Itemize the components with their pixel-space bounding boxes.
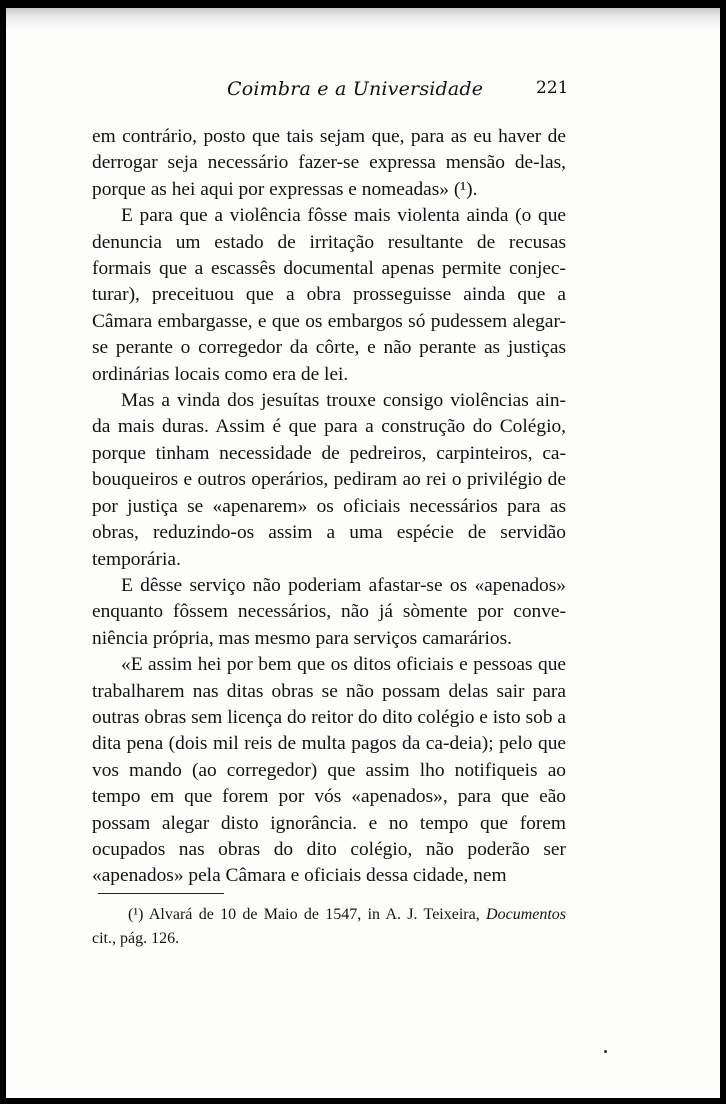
footnote [92, 903, 566, 951]
paragraph: Mas a vinda dos jesuítas trouxe consigo violências ain-da mais duras. Assim é que para a construção do Colégio, porque tinham necessidade de pedreiros, carpinteiros, ca-bouqueiros e outros operários, pediram ao rei o privilégio de por justiça se «apenarem» os oficiais necessários para as obras, reduzindo-os assim a uma espécie de servidão temporária. [92, 390, 566, 570]
body-text [92, 124, 566, 890]
running-head [6, 74, 720, 104]
footnote-rule [98, 893, 224, 894]
paragraph: E para que a violência fôsse mais violenta ainda (o que denuncia um estado de irritação resultante de recusas formais que a escassês documental apenas permite conjec-turar), preceituou que a obra prosseguisse ainda que a Câmara embargasse, e que os embargos só pudessem alegar-se perante o corregedor da côrte, e não perante as justiças ordinárias locais como era de lei. [92, 205, 566, 385]
footnote-tail: cit., pág. 126. [92, 930, 180, 947]
page-number: 221 [536, 78, 569, 98]
paragraph: «E assim hei por bem que os ditos oficiais e pessoas que trabalharem nas ditas obras se não possam delas sair para outras obras sem licença do reitor do dito colégio e isto sob a dita pena (dois mil reis de multa pagos da ca-deia); pelo que vos mando (ao corregedor) que assim lho notifiqueis ao tempo em que forem por vós «apenados», para que eão possam alegar disto ignorância. e no tempo que forem ocupados nas obras do dito colégio, não poderão ser «apenados» pela Câmara e oficiais dessa cidade, nem [92, 654, 566, 887]
footnote-text: Alvará de 10 de Maio de 1547, in A. J. Teixeira, [148, 906, 480, 923]
paragraph: em contrário, posto que tais sejam que, para as eu haver de derrogar seja necessário fazer-se expressa mensão de-las, porque as hei aqui por expressas e nomeadas» (¹). [92, 126, 566, 200]
running-title: Coimbra e a Universidade [227, 78, 484, 100]
scan-speck [604, 1050, 607, 1053]
book-page [6, 8, 720, 1098]
paragraph: E dêsse serviço não poderiam afastar-se os «apenados» enquanto fôssem necessários, não já sòmente por conve-niência própria, mas mesmo para serviços camarários. [92, 574, 566, 649]
footnote-marker: (¹) [128, 906, 144, 923]
scan-edge [6, 8, 720, 30]
footnote-source: Documentos [486, 906, 567, 923]
